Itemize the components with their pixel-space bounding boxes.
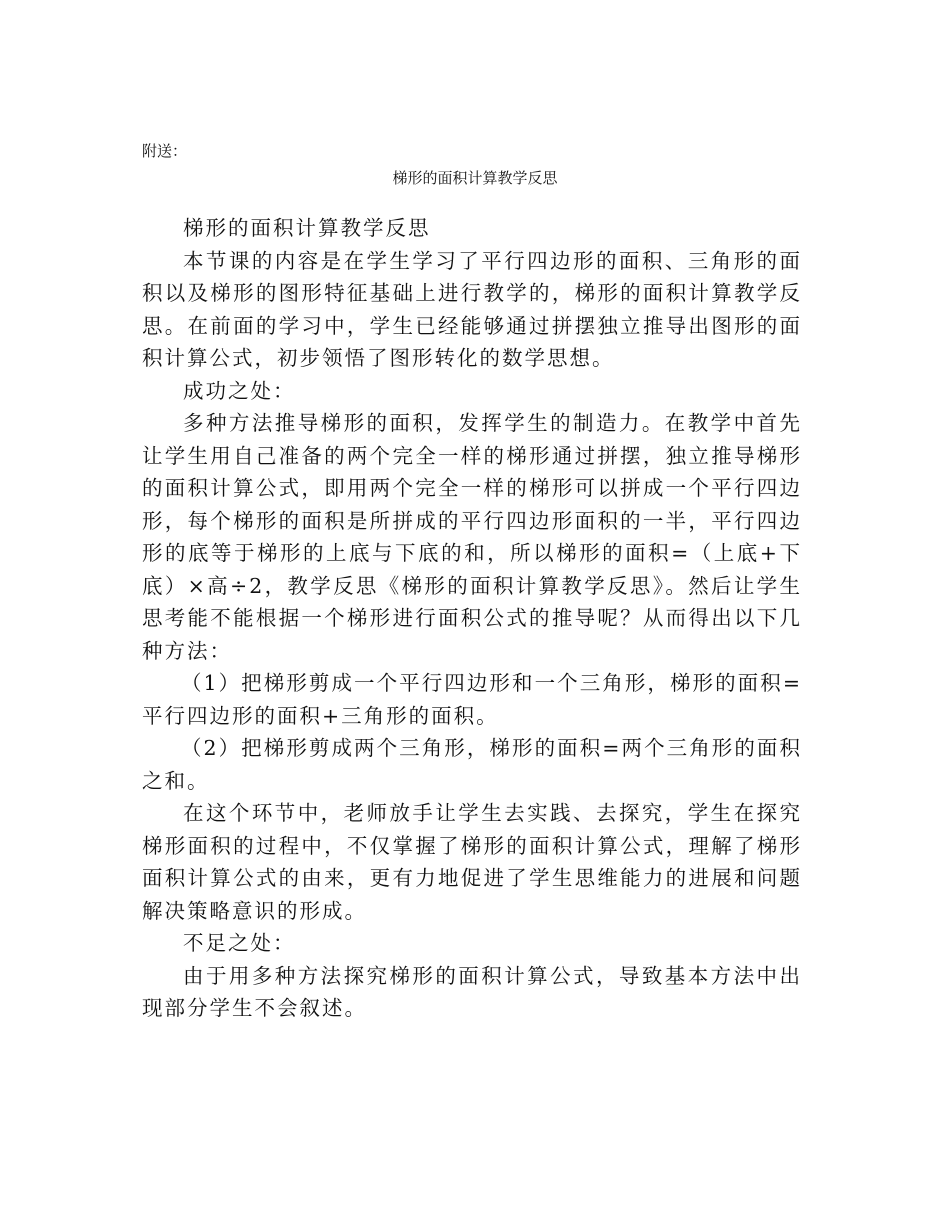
method-item-1: （1）把梯形剪成一个平行四边形和一个三角形，梯形的面积=平行四边形的面积+三角形的面积。 bbox=[142, 671, 802, 728]
document-title: 梯形的面积计算教学反思 bbox=[392, 169, 558, 187]
intro-paragraph: 本节课的内容是在学生学习了平行四边形的面积、三角形的面积以及梯形的图形特征基础上进行教学的，梯形的面积计算教学反思。在前面的学习中，学生已经能够通过拼摆独立推导出图形的面积计算公式，初步领悟了图形转化的数学思想。 bbox=[142, 248, 802, 370]
document-body bbox=[142, 212, 802, 1025]
success-heading: 成功之处： bbox=[183, 378, 296, 403]
appendix-label: 附送： bbox=[142, 142, 188, 160]
method-paragraph: 多种方法推导梯形的面积，发挥学生的制造力。在教学中首先让学生用自己准备的两个完全一样的梯形通过拼摆，独立推导梯形的面积计算公式，即用两个完全一样的梯形可以拼成一个平行四边形，每个梯形的面积是所拼成的平行四边形面积的一半，平行四边形的底等于梯形的上底与下底的和，所以梯形的面积=（上底+下底）×高÷2，教学反思《梯形的面积计算教学反思》。然后让学生思考能不能根据一个梯形进行面积公式的推导呢？从而得出以下几种方法： bbox=[142, 411, 802, 663]
shortcoming-heading: 不足之处： bbox=[183, 931, 296, 955]
practice-paragraph: 在这个环节中，老师放手让学生去实践、去探究，学生在探究梯形面积的过程中，不仅掌握了梯形的面积计算公式，理解了梯形面积计算公式的由来，更有力地促进了学生思维能力的进展和问题解决策略意识的形成。 bbox=[142, 801, 802, 923]
section-heading: 梯形的面积计算教学反思 bbox=[183, 216, 431, 240]
shortcoming-paragraph: 由于用多种方法探究梯形的面积计算公式，导致基本方法中出现部分学生不会叙述。 bbox=[142, 963, 802, 1020]
method-item-2: （2）把梯形剪成两个三角形，梯形的面积=两个三角形的面积之和。 bbox=[142, 736, 802, 793]
